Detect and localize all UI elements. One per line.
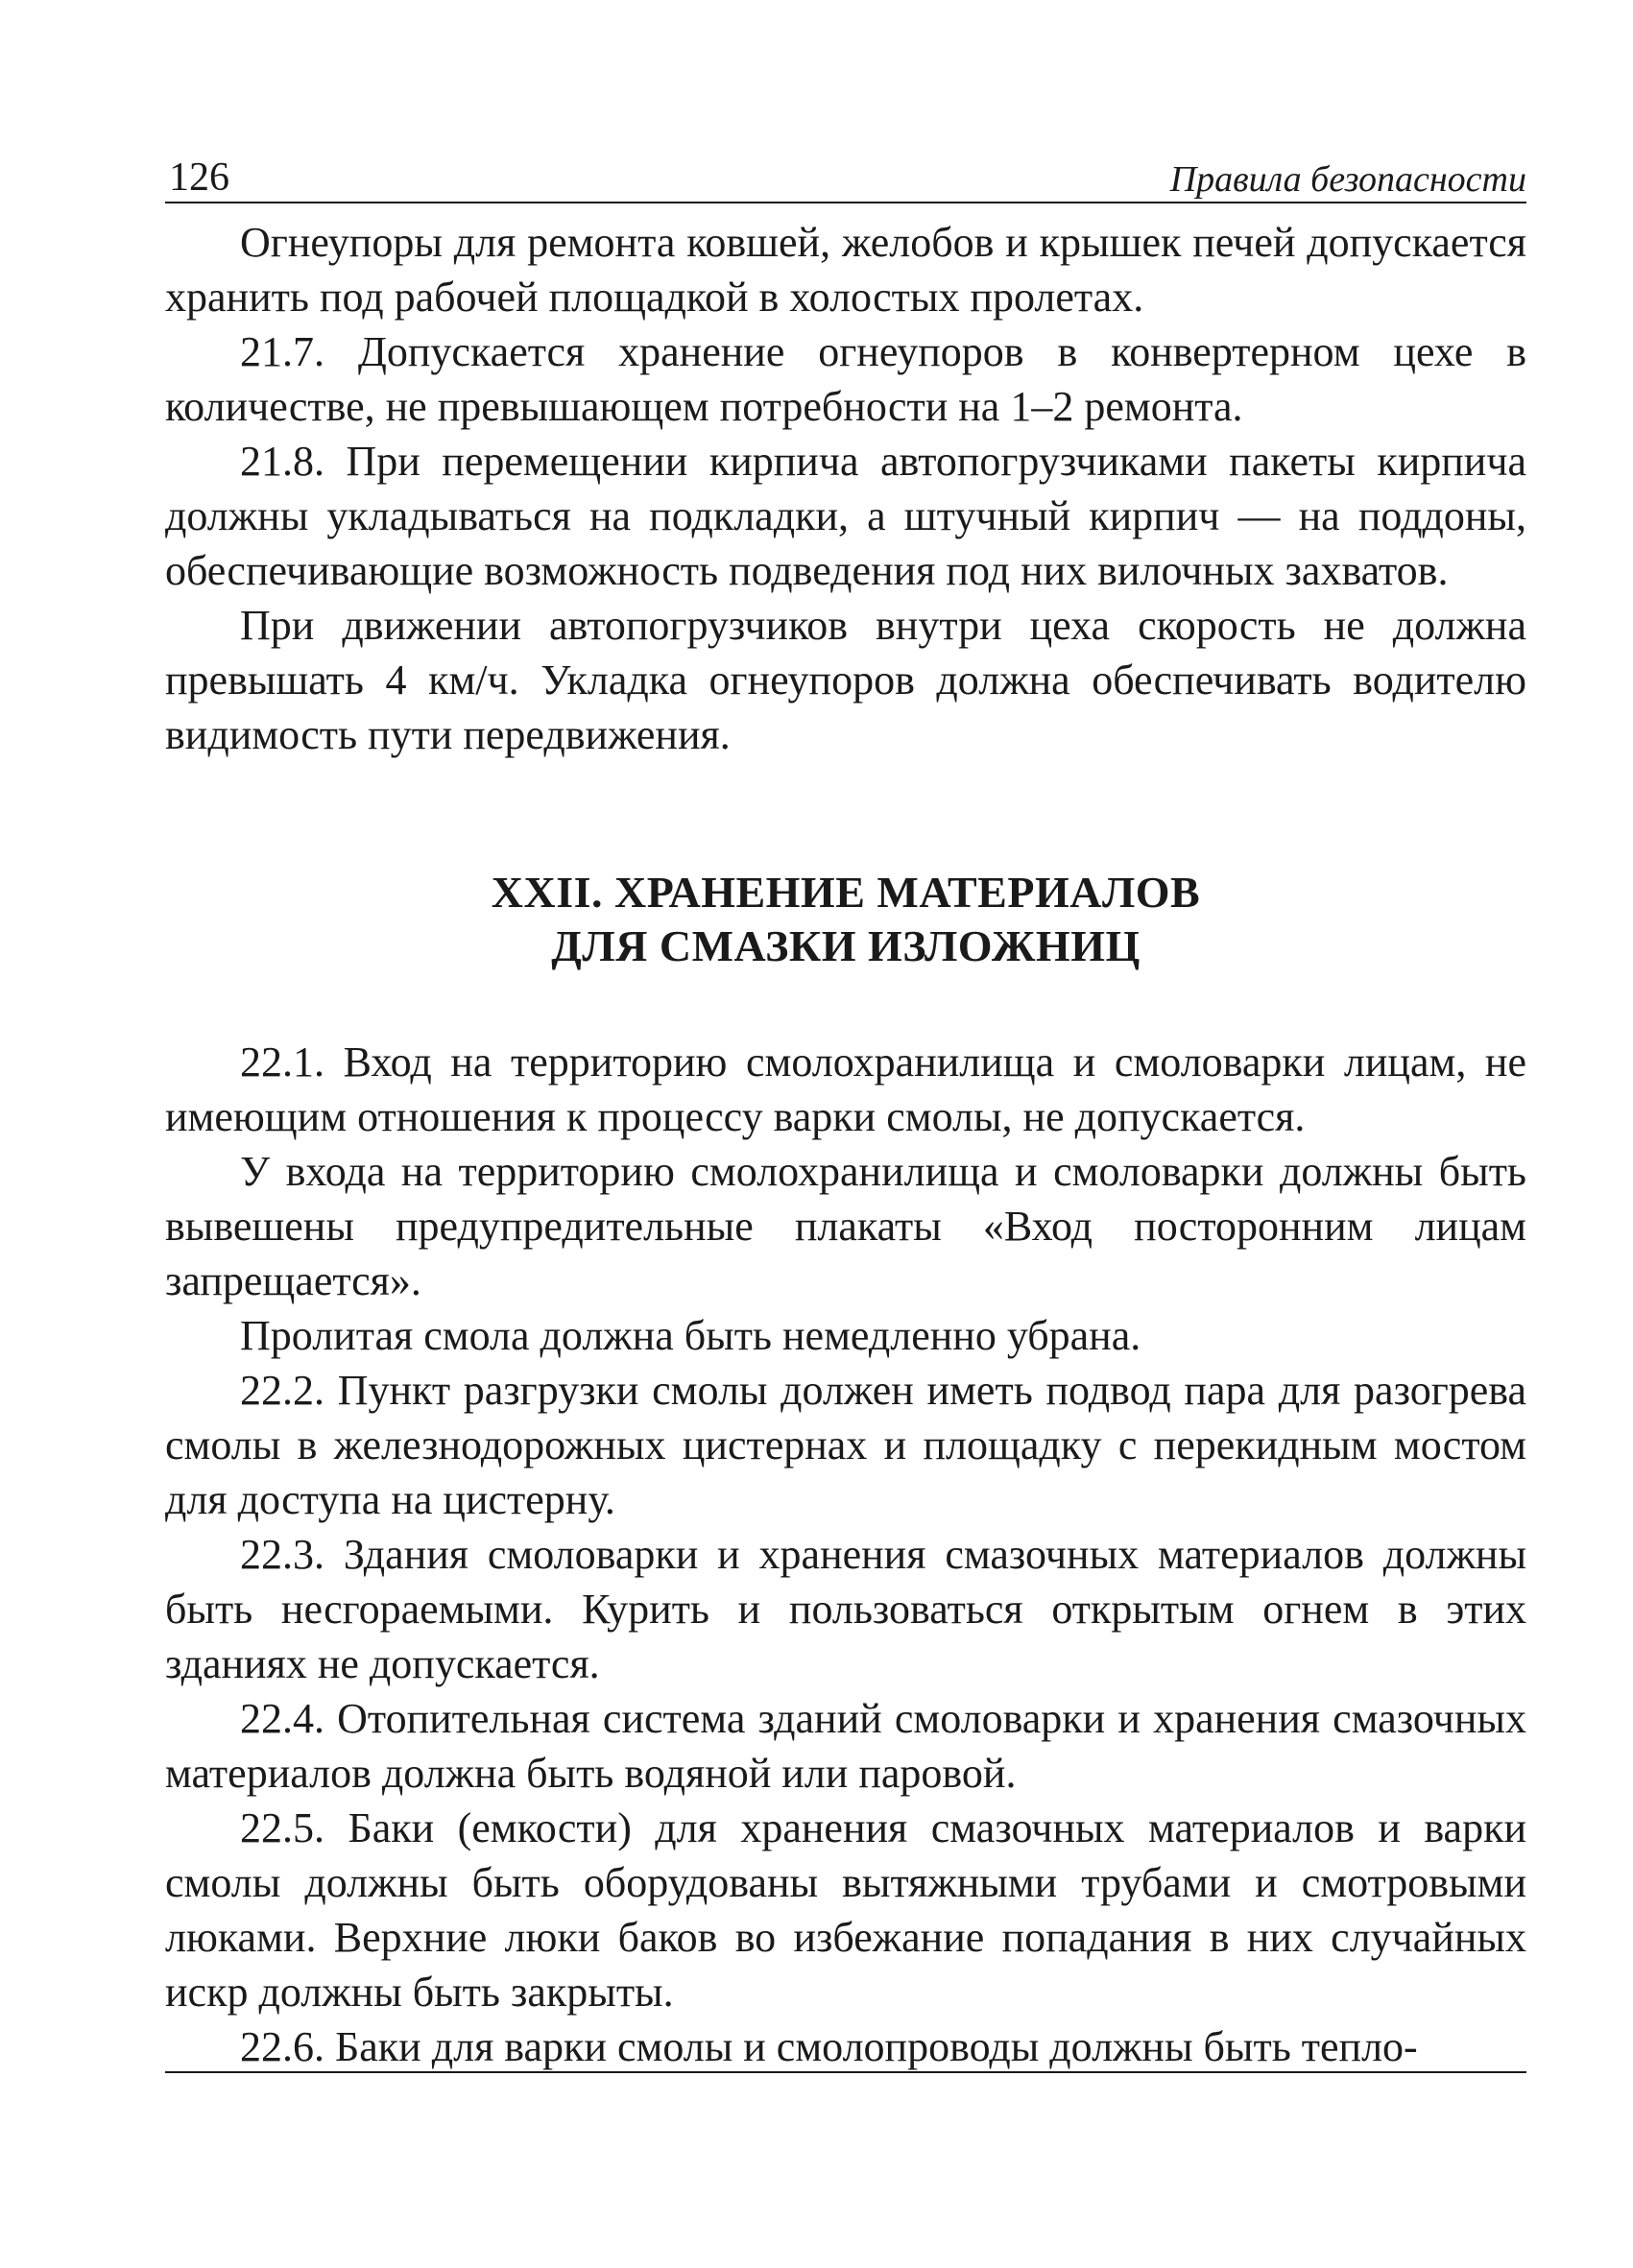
paragraph: При движении автопогрузчиков внутри цеха скорость не должна превышать 4 км/ч. Укладка огнеупоров должна обеспечивать водителю видимость пути передвижения. bbox=[165, 602, 1526, 758]
book-page bbox=[165, 144, 1526, 2074]
footer-rule bbox=[165, 2071, 1526, 2073]
section-heading-line-1: XXII. ХРАНЕНИЕ МАТЕРИАЛОВ bbox=[491, 868, 1201, 917]
page-number: 126 bbox=[169, 155, 229, 200]
running-title: Правила безопасности bbox=[1169, 159, 1526, 200]
paragraph: 21.7. Допускается хранение огнеупоров в конвертерном цехе в количестве, не превышающем потребности на 1–2 ремонта. bbox=[165, 328, 1526, 430]
paragraph: 22.4. Отопительная система зданий смоловарки и хранения смазочных материалов должна быть водяной или паровой. bbox=[165, 1695, 1526, 1797]
paragraph: Огнеупоры для ремонта ковшей, желобов и крышек печей допускается хранить под рабочей площадкой в холостых пролетах. bbox=[165, 219, 1526, 321]
paragraph: 22.1. Вход на территорию смолохранилища и смоловарки лицам, не имеющим отношения к процессу варки смолы, не допускается. bbox=[165, 1039, 1526, 1140]
paragraph: 22.3. Здания смоловарки и хранения смазочных материалов должны быть несгораемыми. Курить и пользоваться открытым огнем в этих зданиях не допускается. bbox=[165, 1531, 1526, 1687]
section-heading bbox=[165, 866, 1526, 973]
paragraph: У входа на территорию смолохранилища и смоловарки должны быть вывешены предупредительные плакаты «Вход посторонним лицам запрещается». bbox=[165, 1148, 1526, 1304]
paragraph: 21.8. При перемещении кирпича автопогрузчиками пакеты кирпича должны укладываться на подкладки, а штучный кирпич — на поддоны, обеспечивающие возможность подведения под них вилочных захватов. bbox=[165, 438, 1526, 594]
running-header bbox=[165, 144, 1526, 203]
section-heading-line-2: ДЛЯ СМАЗКИ ИЗЛОЖНИЦ bbox=[551, 921, 1141, 970]
paragraph: 22.2. Пункт разгрузки смолы должен иметь подвод пара для разогрева смолы в железнодорожных цистернах и площадку с перекидным мостом для доступа на цистерну. bbox=[165, 1367, 1526, 1523]
page-body bbox=[165, 215, 1526, 2074]
paragraph: 22.5. Баки (емкости) для хранения смазочных материалов и варки смолы должны быть оборудованы вытяжными трубами и смотровыми люками. Верхние люки баков во избежание попадания в них случайных искр должны быть закрыты. bbox=[165, 1804, 1526, 2016]
paragraph: 22.6. Баки для варки смолы и смолопроводы должны быть тепло- bbox=[240, 2023, 1418, 2070]
paragraph: Пролитая смола должна быть немедленно убрана. bbox=[240, 1312, 1141, 1359]
